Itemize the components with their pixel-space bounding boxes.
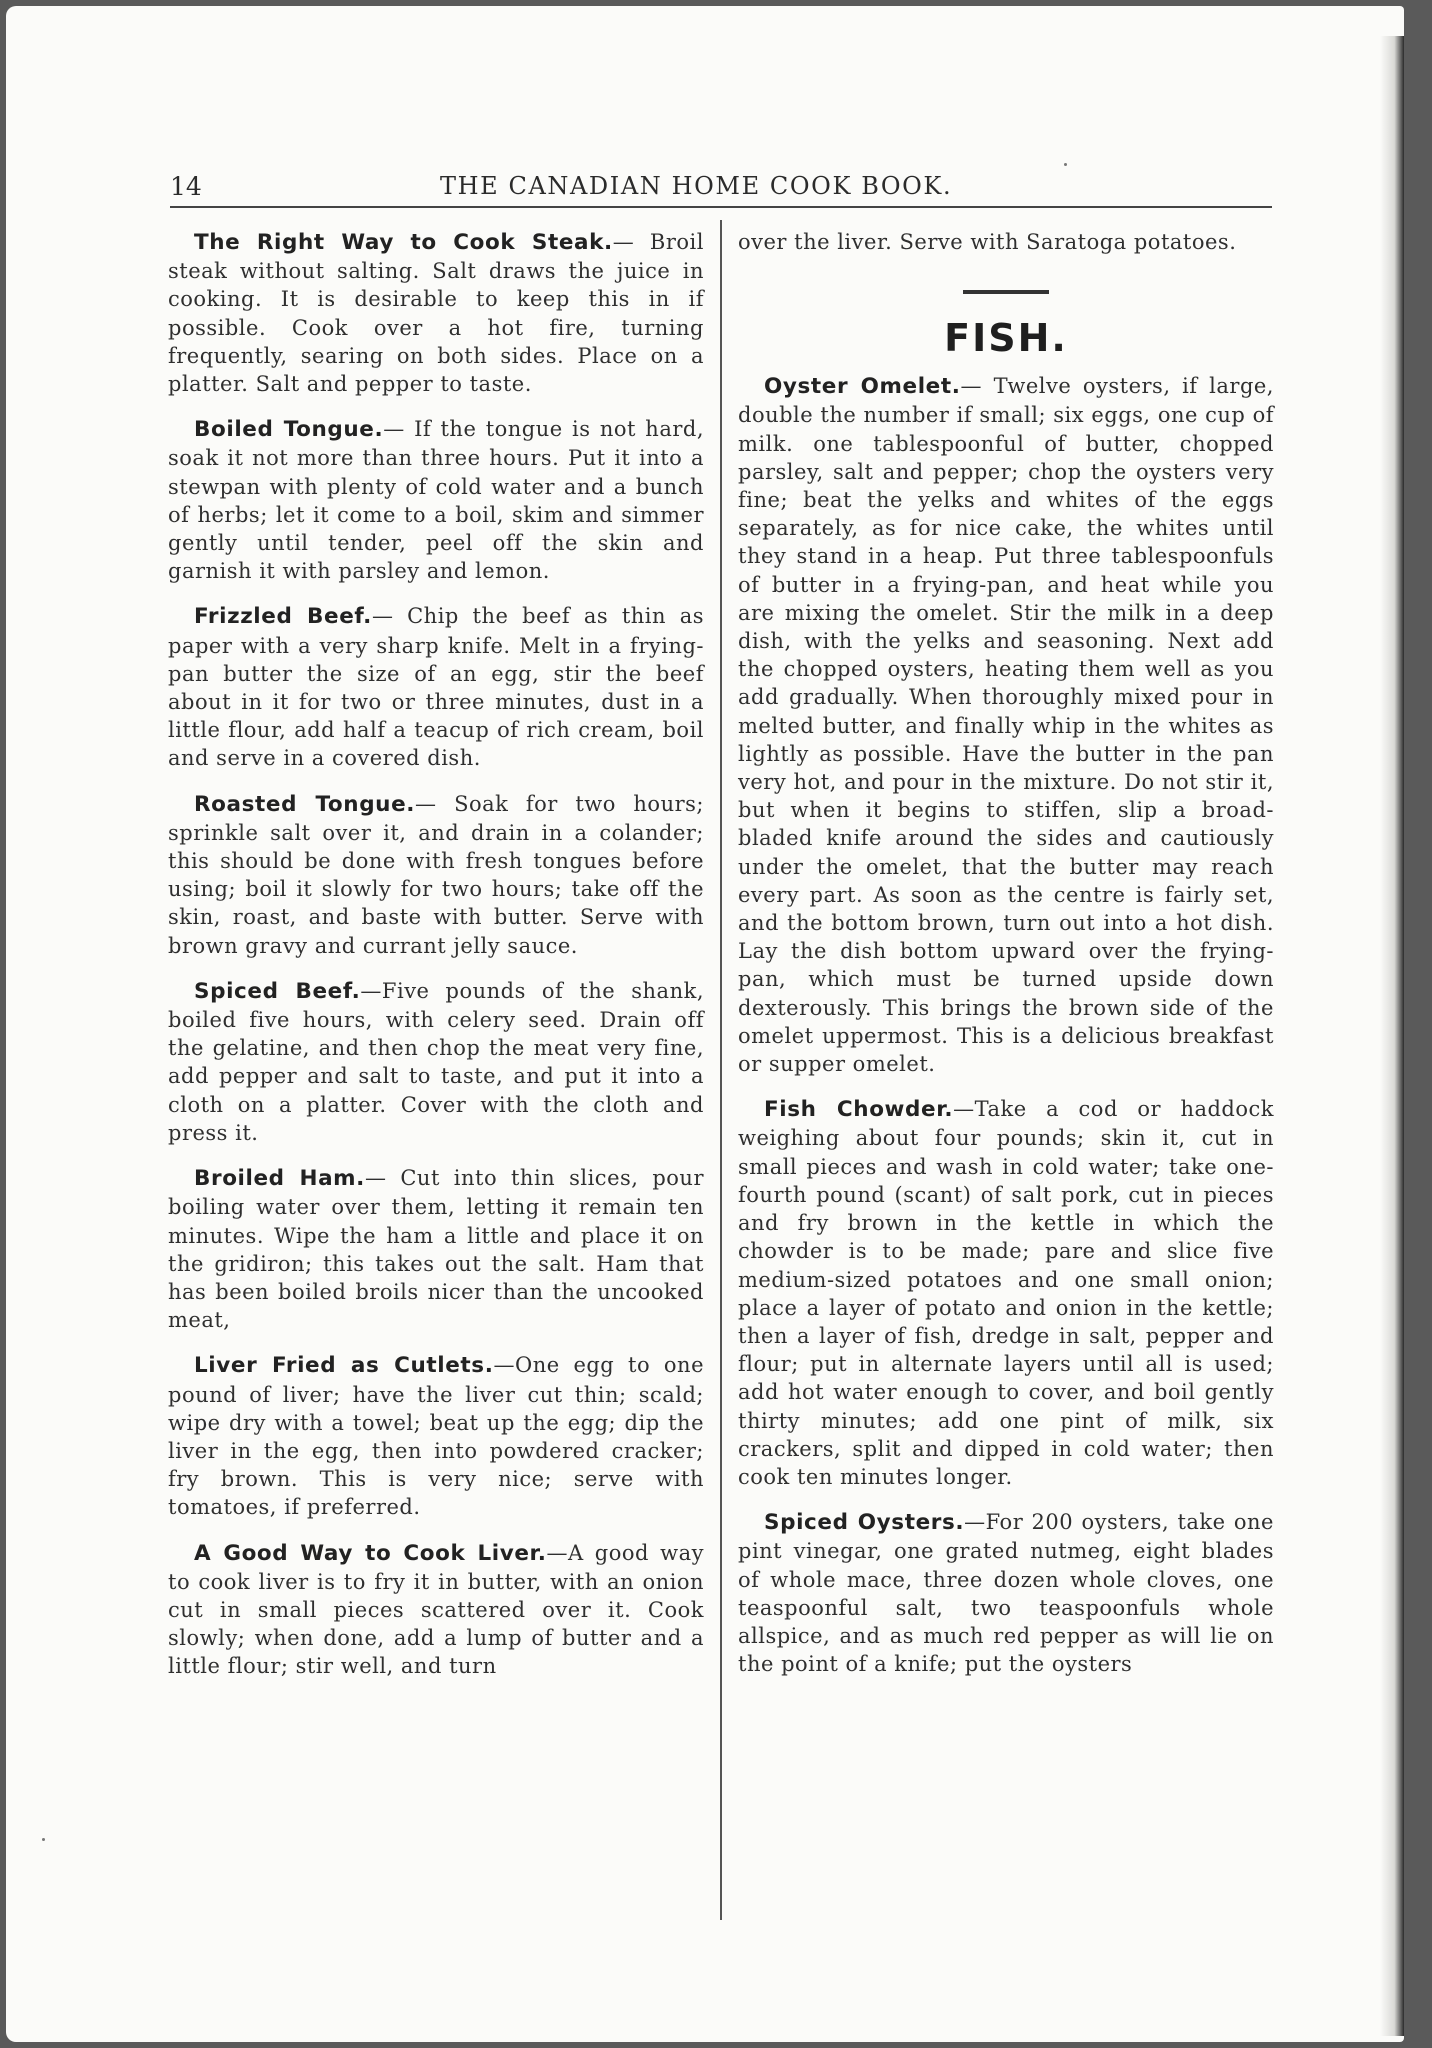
recipe-text: Chip the beef as thin as paper with a very sharp knife. Melt in a frying-pan butter the size of an egg, stir the beef about in it for two or three minutes, dust in a little flour, add half a teacup of rich cream, boil and serve in a covered dish. <box>168 604 704 771</box>
recipe-dash: — <box>960 374 983 399</box>
recipe-title: Frizzled Beef. <box>194 604 372 630</box>
recipe-title: Roasted Tongue. <box>194 791 416 817</box>
recipe-liver-cutlets <box>168 1351 704 1521</box>
recipe-dash: — <box>964 1510 986 1535</box>
recipe-title: A Good Way to Cook Liver. <box>194 1540 547 1566</box>
recipe-text: Soak for two hours; sprinkle salt over it, and drain in a colander; this should be done with fresh tongues before using; boil it slowly for two hours; take off the skin, roast, and baste with butter. Serve with brown gravy and currant jelly sauce. <box>168 791 704 958</box>
running-title: THE CANADIAN HOME COOK BOOK. <box>440 172 953 200</box>
recipe-fish-chowder <box>738 1095 1274 1491</box>
recipe-title: Oyster Omelet. <box>764 374 961 400</box>
recipe-steak <box>168 228 704 398</box>
recipe-dash: — <box>383 417 405 442</box>
section-title-fish: FISH. <box>944 316 1068 361</box>
recipe-roasted-tongue <box>168 790 704 960</box>
recipe-title: Broiled Ham. <box>194 1166 365 1192</box>
recipe-text: Take a cod or haddock weighing about four pounds; skin it, cut in small pieces and wash in cold water; take one-fourth pound (scant) of salt pork, cut in pieces and fry brown in the kettle in which the chowder is to be made; pare and slice five medium-sized potatoes and one small onion; place a layer of potato and onion in the kettle; then a layer of fish, dredge in salt, pepper and flour; put in alternate layers until all is used; add hot water enough to cover, and boil gently thirty minutes; add one pint of milk, six crackers, split and dipped in cold water; then cook ten minutes longer. <box>738 1097 1275 1489</box>
column-divider <box>720 220 722 1920</box>
recipe-dash: — <box>953 1097 975 1122</box>
right-column <box>738 228 1274 1695</box>
page-header <box>170 168 1272 208</box>
recipe-dash: — <box>546 1540 568 1565</box>
recipe-text: Five pounds of the shank, boiled five hours, with celery seed. Drain off the gelatine, and then chop the meat very fine, add pepper and salt to taste, and put it into a cloth on a platter. Cover with the cloth and press it. <box>168 978 704 1145</box>
recipe-dash: — <box>612 230 635 254</box>
recipe-title: Fish Chowder. <box>764 1097 954 1123</box>
recipe-text: For 200 oysters, take one pint vinegar, one grated nutmeg, eight blades of whole mace, three dozen whole cloves, one teaspoonful salt, two teaspoonfuls whole allspice, and as much red pepper as will lie on the point of a knife; put the oysters <box>738 1510 1274 1677</box>
recipe-frizzled-beef <box>168 602 704 772</box>
recipe-title: Spiced Oysters. <box>764 1510 965 1536</box>
recipe-dash: — <box>364 1166 387 1191</box>
recipe-text: Twelve oysters, if large, double the number if small; six eggs, one cup of milk. one tablespoonful of butter, chopped parsley, salt and pepper; chop the oysters very fine; beat the yelks and whites of the eggs separately, as for nice cake, the whites until they stand in a heap. Put three tablespoonfuls of butter in a frying-pan, and heat while you are mixing the omelet. Stir the milk in a deep dish, with the yelks and seasoning. Next add the chopped oysters, heating them well as you add gradually. When thoroughly mixed pour in melted butter, and finally whip in the whites as lightly as possible. Have the butter in the pan very hot, and pour in the mixture. Do not stir it, but when it begins to stiffen, slip a broad-bladed knife around the sides and cautiously under the omelet, that the butter may reach every part. As soon as the centre is fairly set, and the bottom brown, turn out into a hot dish. Lay the dish bottom upward over the frying-pan, which must be turned upside down dexterously. This brings the brown side of the omelet uppermost. This is a delicious breakfast or supper omelet. <box>738 374 1274 1077</box>
recipe-title: Boiled Tongue. <box>194 417 384 443</box>
recipe-dash: — <box>493 1353 515 1378</box>
recipe-title: The Right Way to Cook Steak. <box>194 230 613 255</box>
page-number: 14 <box>170 172 202 201</box>
left-column <box>168 228 704 1698</box>
scan-speck <box>1064 163 1067 166</box>
recipe-broiled-ham <box>168 1164 704 1334</box>
recipe-text: If the tongue is not hard, soak it not more than three hours. Put it into a stewpan with plenty of cold water and a bunch of herbs; let it come to a boil, skim and simmer gently until tender, peel off the skin and garnish it with parsley and lemon. <box>168 417 704 584</box>
recipe-spiced-beef <box>168 977 704 1147</box>
recipe-title: Liver Fried as Cutlets. <box>194 1353 494 1379</box>
recipe-dash: — <box>371 604 394 629</box>
recipe-oyster-omelet <box>738 372 1274 1078</box>
recipe-spiced-oysters <box>738 1508 1274 1678</box>
recipe-text: Cut into thin slices, pour boiling water over them, letting it remain ten minutes. Wipe the ham a little and place it on the gridiron; this takes out the salt. Ham that has been boiled broils nicer than the uncooked meat, <box>168 1166 704 1333</box>
recipe-dash: — <box>415 791 437 816</box>
scan-speck <box>42 1838 45 1841</box>
recipe-title: Spiced Beef. <box>194 978 361 1004</box>
recipe-text: A good way to cook liver is to fry it in butter, with an onion cut in small pieces scattered over it. Cook slowly; when done, add a lump of butter and a little flour; stir well, and turn <box>168 1540 705 1679</box>
header-rule <box>170 206 1272 208</box>
continued-text: over the liver. Serve with Saratoga potatoes. <box>738 230 1237 254</box>
recipe-dash: — <box>360 978 382 1003</box>
recipe-text: One egg to one pound of liver; have the liver cut thin; scald; wipe dry with a towel; beat up the egg; dip the liver in the egg, then into powdered cracker; fry brown. This is very nice; serve with tomatoes, if preferred. <box>168 1353 704 1520</box>
page-edge-shadow <box>1380 36 1404 2036</box>
recipe-text: Broil steak without salting. Salt draws the juice in cooking. It is desirable to keep this in if possible. Cook over a hot fire, turning frequently, searing on both sides. Place on a platter. Salt and pepper to taste. <box>168 230 704 397</box>
recipe-cook-liver <box>168 1539 704 1681</box>
section-ornament-rule <box>963 290 1049 294</box>
recipe-boiled-tongue <box>168 415 704 585</box>
